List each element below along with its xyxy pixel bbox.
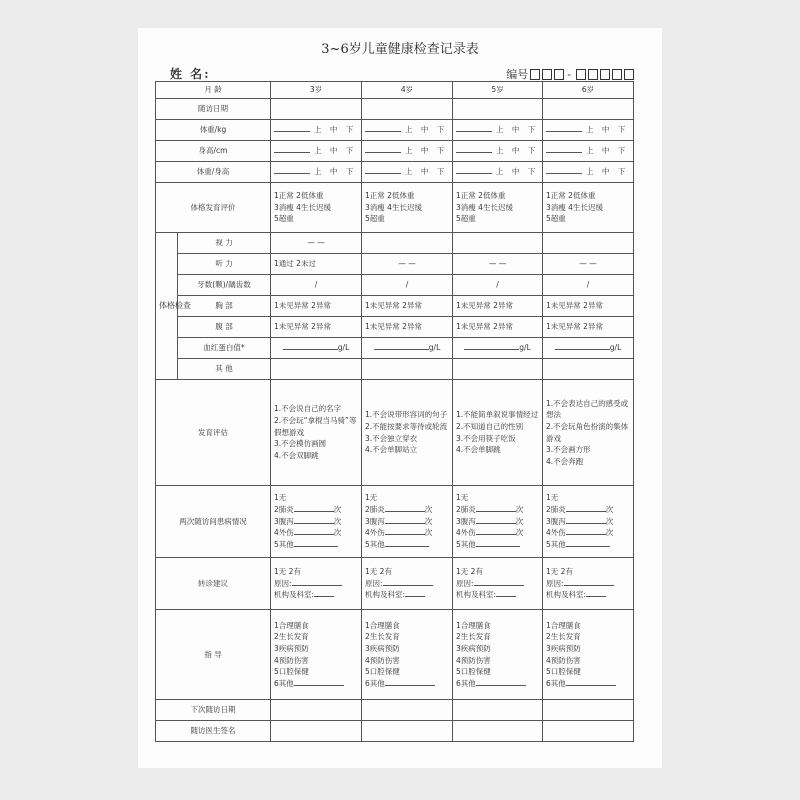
teeth-cell[interactable]: / — [453, 275, 543, 296]
form-title: 3~6岁儿童健康检查记录表 — [321, 42, 479, 57]
vision-cell[interactable] — [543, 233, 634, 254]
hemoglobin-cell[interactable]: g/L — [271, 338, 362, 359]
chest-cell[interactable]: 1未见异常 2异常 — [543, 296, 634, 317]
table-row — [156, 233, 634, 254]
visit-date-cell[interactable] — [362, 99, 453, 120]
doctor-sign-cell[interactable] — [271, 721, 362, 742]
abdomen-cell[interactable]: 1未见异常 2异常 — [271, 317, 362, 338]
abdomen-cell[interactable]: 1未见异常 2异常 — [362, 317, 453, 338]
height-label: 身高/cm — [156, 141, 271, 162]
height-cell[interactable]: 上 中 下 — [453, 141, 543, 162]
hemoglobin-label: 血红蛋白值* — [178, 338, 271, 359]
illness-cell[interactable]: 1无 2肺炎 次 3腹泻 次 4外伤 次 5其他 — [271, 486, 362, 558]
next-visit-cell[interactable] — [362, 700, 453, 721]
physical-exam-label: 体格检查 — [156, 233, 178, 380]
table-row — [156, 338, 634, 359]
guidance-cell[interactable]: 1合理膳食 2生长发育 3疾病预防 4预防伤害 5口腔保健 6其他 — [453, 610, 543, 700]
column-header: 4岁 — [362, 82, 453, 99]
visit-date-label: 随访日期 — [156, 99, 271, 120]
hemoglobin-cell[interactable]: g/L — [543, 338, 634, 359]
guidance-cell[interactable]: 1合理膳食 2生长发育 3疾病预防 4预防伤害 5口腔保健 6其他 — [271, 610, 362, 700]
weight-cell[interactable]: 上 中 下 — [362, 120, 453, 141]
weight-height-cell[interactable]: 上 中 下 — [271, 162, 362, 183]
table-row — [156, 296, 634, 317]
column-header: 3岁 — [271, 82, 362, 99]
hearing-cell[interactable]: 1通过 2未过 — [271, 254, 362, 275]
other-cell[interactable] — [453, 359, 543, 380]
development-cell-5[interactable]: 1.不能简单叙说事情经过 2.不知道自己的性别 3.不会用筷子吃饭 4.不会单脚跳 — [453, 380, 543, 486]
referral-cell[interactable]: 1无 2有 原因: 机构及科室: — [453, 558, 543, 610]
column-header: 6岁 — [543, 82, 634, 99]
hearing-cell[interactable]: — — — [362, 254, 453, 275]
abdomen-cell[interactable]: 1未见异常 2异常 — [543, 317, 634, 338]
serial-box[interactable] — [600, 69, 610, 80]
vision-cell[interactable] — [362, 233, 453, 254]
serial-box[interactable] — [530, 69, 540, 80]
visit-date-cell[interactable] — [453, 99, 543, 120]
table-row — [156, 99, 634, 120]
serial-box[interactable] — [624, 69, 634, 80]
next-visit-cell[interactable] — [543, 700, 634, 721]
serial-box[interactable] — [612, 69, 622, 80]
table-row — [156, 162, 634, 183]
other-cell[interactable] — [362, 359, 453, 380]
development-cell-4[interactable]: 1.不会说带形容词的句子 2.不能按要求等待或轮流 3.不会独立穿衣 4.不会单脚站立 — [362, 380, 453, 486]
name-label: 姓 名: — [170, 67, 211, 81]
growth-eval-cell[interactable]: 1正常 2低体重 3消瘦 4生长迟缓 5超重 — [543, 183, 634, 233]
teeth-cell[interactable]: / — [543, 275, 634, 296]
growth-eval-cell[interactable]: 1正常 2低体重 3消瘦 4生长迟缓 5超重 — [271, 183, 362, 233]
doctor-sign-cell[interactable] — [543, 721, 634, 742]
serial-number: 编号 - — [506, 66, 634, 82]
table-row — [156, 275, 634, 296]
doctor-sign-cell[interactable] — [362, 721, 453, 742]
guidance-label: 指 导 — [156, 610, 271, 700]
table-row — [156, 610, 634, 700]
height-cell[interactable]: 上 中 下 — [362, 141, 453, 162]
next-visit-cell[interactable] — [271, 700, 362, 721]
development-cell-3[interactable]: 1.不会说自己的名字 2.不会玩“拿棍当马骑”等假想游戏 3.不会模仿画圆 4.不会双脚跳 — [271, 380, 362, 486]
weight-cell[interactable]: 上 中 下 — [543, 120, 634, 141]
serial-label: 编号 — [506, 68, 529, 81]
illness-cell[interactable]: 1无 2肺炎 次 3腹泻 次 4外伤 次 5其他 — [543, 486, 634, 558]
illness-cell[interactable]: 1无 2肺炎 次 3腹泻 次 4外伤 次 5其他 — [362, 486, 453, 558]
serial-box[interactable] — [588, 69, 598, 80]
growth-eval-cell[interactable]: 1正常 2低体重 3消瘦 4生长迟缓 5超重 — [362, 183, 453, 233]
other-cell[interactable] — [543, 359, 634, 380]
visit-date-cell[interactable] — [271, 99, 362, 120]
visit-date-cell[interactable] — [543, 99, 634, 120]
weight-height-cell[interactable]: 上 中 下 — [543, 162, 634, 183]
month-age-label: 月 龄 — [156, 82, 271, 99]
next-visit-cell[interactable] — [453, 700, 543, 721]
height-cell[interactable]: 上 中 下 — [543, 141, 634, 162]
doctor-sign-cell[interactable] — [453, 721, 543, 742]
vision-cell[interactable]: — — — [271, 233, 362, 254]
weight-cell[interactable]: 上 中 下 — [453, 120, 543, 141]
weight-height-cell[interactable]: 上 中 下 — [453, 162, 543, 183]
hearing-cell[interactable]: — — — [453, 254, 543, 275]
height-cell[interactable]: 上 中 下 — [271, 141, 362, 162]
table-row — [156, 486, 634, 558]
weight-label: 体重/kg — [156, 120, 271, 141]
form-sheet — [138, 28, 662, 768]
table-row — [156, 380, 634, 486]
illness-cell[interactable]: 1无 2肺炎 次 3腹泻 次 4外伤 次 5其他 — [453, 486, 543, 558]
table-row — [156, 721, 634, 742]
hearing-label: 听 力 — [178, 254, 271, 275]
chest-cell[interactable]: 1未见异常 2异常 — [453, 296, 543, 317]
next-visit-label: 下次随访日期 — [156, 700, 271, 721]
teeth-cell[interactable]: / — [362, 275, 453, 296]
guidance-cell[interactable]: 1合理膳食 2生长发育 3疾病预防 4预防伤害 5口腔保健 6其他 — [362, 610, 453, 700]
table-row — [156, 141, 634, 162]
table-row — [156, 359, 634, 380]
chest-cell[interactable]: 1未见异常 2异常 — [362, 296, 453, 317]
chest-cell[interactable]: 1未见异常 2异常 — [271, 296, 362, 317]
health-check-table — [155, 81, 634, 742]
serial-box[interactable] — [576, 69, 586, 80]
table-row — [156, 558, 634, 610]
table-row — [156, 317, 634, 338]
teeth-label: 牙数(颗)/龋齿数 — [178, 275, 271, 296]
column-header: 5岁 — [453, 82, 543, 99]
table-row — [156, 183, 634, 233]
referral-cell[interactable]: 1无 2有 原因: 机构及科室: — [543, 558, 634, 610]
hemoglobin-cell[interactable]: g/L — [453, 338, 543, 359]
vision-label: 视 力 — [178, 233, 271, 254]
abdomen-label: 腹 部 — [178, 317, 271, 338]
table-row — [156, 700, 634, 721]
hearing-cell[interactable]: — — — [543, 254, 634, 275]
development-cell-6[interactable]: 1.不会表达自己的感受或想法 2.不会玩角色扮演的集体游戏 3.不会画方形 4.不会奔跑 — [543, 380, 634, 486]
vision-cell[interactable] — [453, 233, 543, 254]
serial-box[interactable] — [554, 69, 564, 80]
serial-box[interactable] — [542, 69, 552, 80]
hemoglobin-cell[interactable]: g/L — [362, 338, 453, 359]
referral-cell[interactable]: 1无 2有 原因: 机构及科室: — [362, 558, 453, 610]
weight-height-cell[interactable]: 上 中 下 — [362, 162, 453, 183]
guidance-cell[interactable]: 1合理膳食 2生长发育 3疾病预防 4预防伤害 5口腔保健 6其他 — [543, 610, 634, 700]
growth-eval-label: 体格发育评价 — [156, 183, 271, 233]
table-row — [156, 120, 634, 141]
table-row — [156, 254, 634, 275]
abdomen-cell[interactable]: 1未见异常 2异常 — [453, 317, 543, 338]
other-cell[interactable] — [271, 359, 362, 380]
teeth-cell[interactable]: / — [271, 275, 362, 296]
weight-height-label: 体重/身高 — [156, 162, 271, 183]
doctor-sign-label: 随访医生签名 — [156, 721, 271, 742]
referral-cell[interactable]: 1无 2有 原因: 机构及科室: — [271, 558, 362, 610]
illness-label: 两次随访间患病情况 — [156, 486, 271, 558]
weight-cell[interactable]: 上 中 下 — [271, 120, 362, 141]
development-eval-label: 发育评估 — [156, 380, 271, 486]
referral-label: 转诊建议 — [156, 558, 271, 610]
table-row — [156, 82, 634, 99]
growth-eval-cell[interactable]: 1正常 2低体重 3消瘦 4生长迟缓 5超重 — [453, 183, 543, 233]
chest-label: 胸 部 — [178, 296, 271, 317]
other-label: 其 他 — [178, 359, 271, 380]
